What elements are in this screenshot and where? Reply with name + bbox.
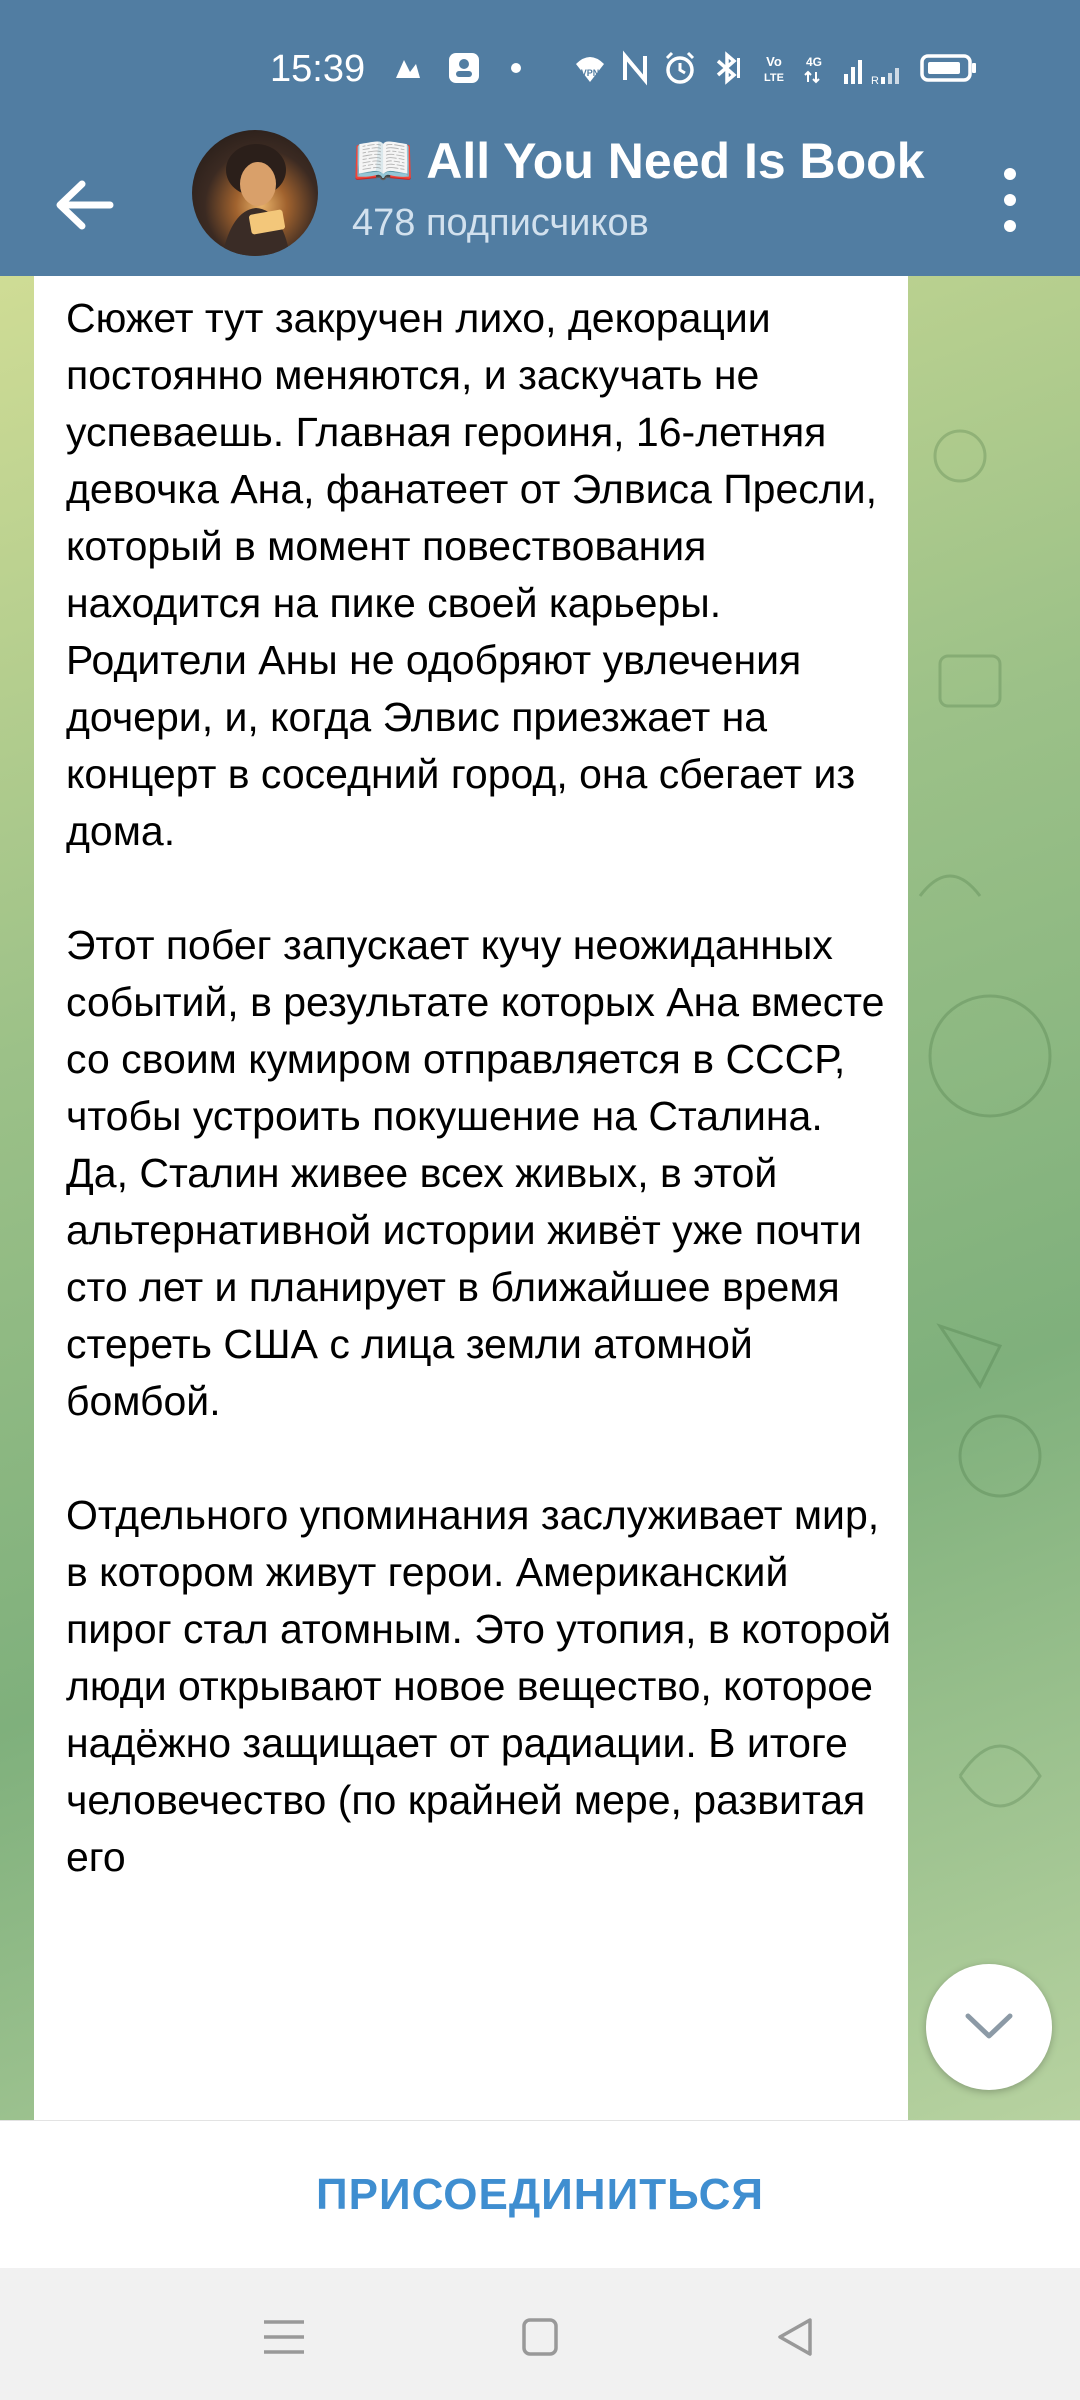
scroll-down-button[interactable] [926, 1964, 1052, 2090]
channel-title[interactable]: 📖 All You Need Is Book [352, 133, 925, 189]
message-paragraph: Отдельного упоминания заслуживает мир, в котором живут герои. Американский пирог стал атомным. Это утопия, в которой люди открывают новое вещество, которое надёжно защищает от радиации. В итоге человечество (по крайней мере, развитая его [66, 1492, 892, 1880]
message-icon [446, 50, 482, 86]
channel-avatar[interactable] [192, 130, 318, 256]
vpn-icon [572, 50, 608, 86]
volte-icon [756, 50, 792, 86]
mobile-data-icon [802, 50, 838, 86]
notification-icon [390, 50, 426, 86]
more-options-icon[interactable] [990, 160, 1030, 240]
svg-text:VPN: VPN [580, 68, 600, 78]
back-triangle-icon[interactable] [766, 2312, 826, 2362]
status-icons-left [390, 48, 522, 88]
message-text [66, 290, 896, 1886]
system-nav-bar [0, 2268, 1080, 2400]
header [0, 0, 1080, 276]
svg-text:Vo: Vo [766, 54, 782, 69]
home-icon[interactable] [510, 2312, 570, 2362]
chevron-down-icon [964, 2006, 1014, 2046]
message-paragraph: Этот побег запускает кучу неожиданных событий, в результате которых Ана вместе со своим кумиром отправляется в СССР, чтобы устроить покушение на Сталина. Да, Сталин живее всех живых, в этой альтернативной истории живёт уже почти сто лет и планирует в ближайшее время стереть США с лица земли атомной бомбой. [66, 922, 885, 1424]
status-time: 15:39 [270, 48, 366, 90]
alarm-icon [662, 50, 698, 86]
join-button[interactable]: ПРИСОЕДИНИТЬСЯ [315, 2170, 765, 2219]
join-bar [0, 2120, 1080, 2269]
status-bar [0, 0, 1080, 140]
status-icons-right [572, 48, 978, 88]
svg-text:4G: 4G [805, 55, 823, 69]
bluetooth-icon [710, 50, 746, 86]
avatar-image [192, 130, 318, 256]
dot-icon [510, 62, 522, 74]
back-arrow-icon[interactable] [50, 170, 120, 240]
battery-icon [920, 50, 978, 86]
message-paragraph: Сюжет тут закручен лихо, декорации постоянно меняются, и заскучать не успеваешь. Главная героиня, 16-летняя девочка Ана, фанатеет от Элвиса Пресли, который в момент повествования находится на пике своей карьеры. Родители Аны не одобряют увлечения дочери, и, когда Элвис приезжает на концерт в соседний город, она сбегает из дома. [66, 295, 877, 854]
subscriber-count: 478 подписчиков [352, 202, 649, 244]
menu-icon[interactable] [254, 2312, 314, 2362]
signal-icon [842, 50, 906, 86]
nfc-icon [620, 50, 650, 86]
svg-text:R: R [871, 75, 879, 86]
svg-text:LTE: LTE [764, 72, 784, 84]
